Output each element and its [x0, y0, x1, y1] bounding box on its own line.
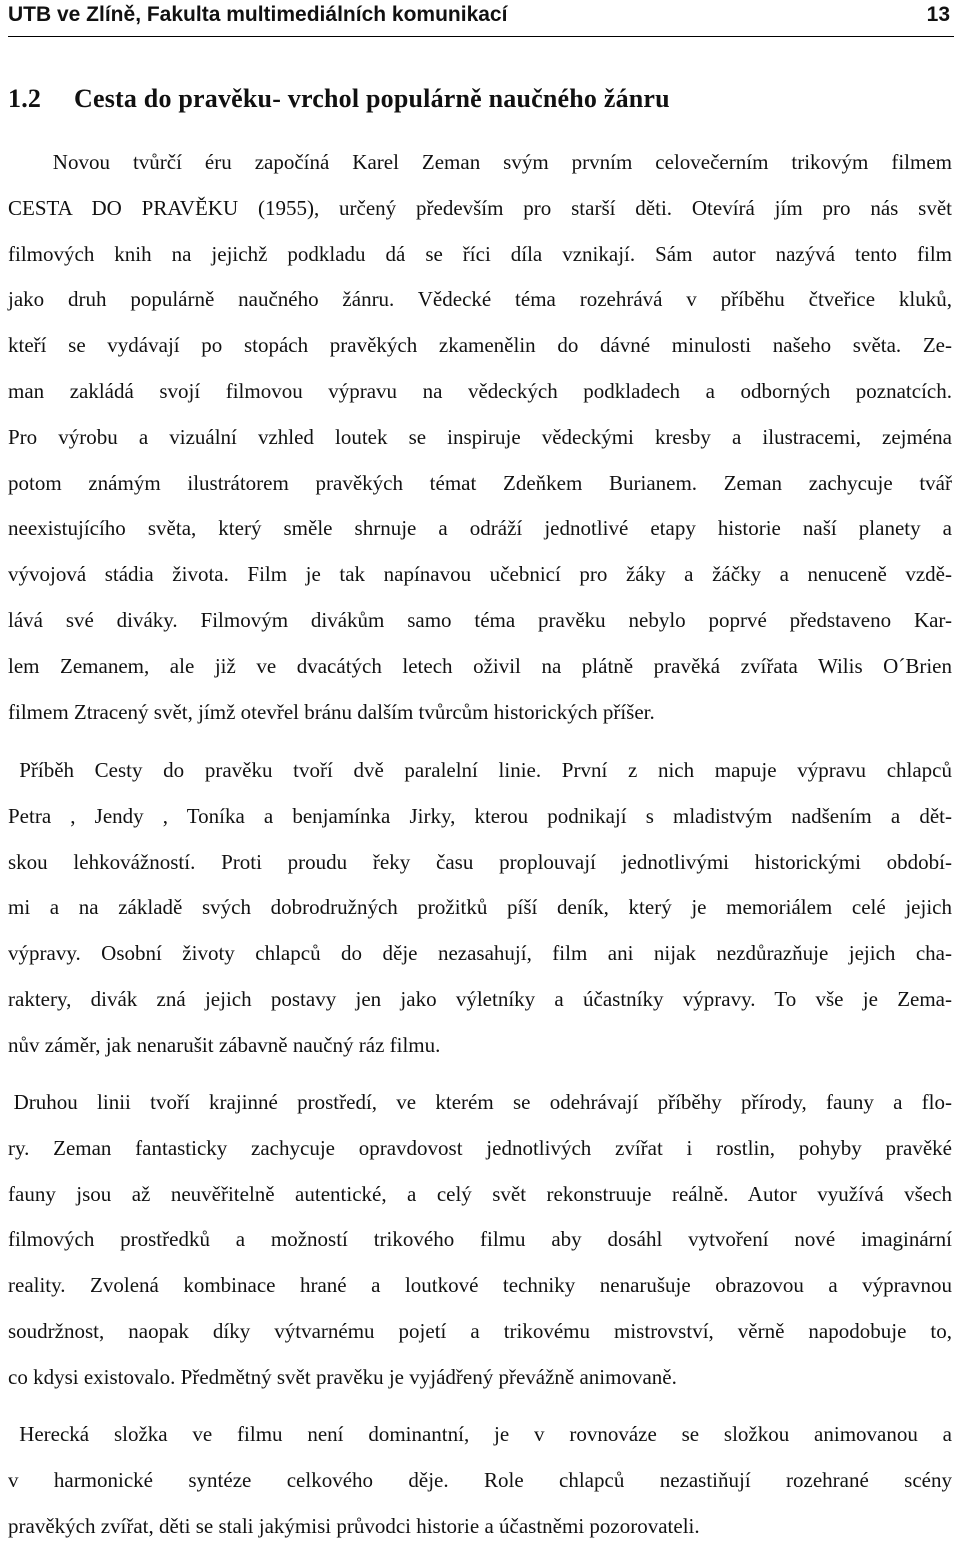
paragraph-line: lem Zemanem, ale již ve dvacátých letech oživil na plátně pravěká zvířata Wilis O´Brien: [8, 653, 952, 678]
section-title: Cesta do pravěku- vrchol populárně naučného žánru: [74, 84, 670, 113]
section-heading: [8, 84, 954, 114]
paragraph-4: [8, 1412, 952, 1549]
paragraph-1: [8, 140, 952, 735]
paragraph-3: [8, 1080, 952, 1401]
paragraph-line: Pro výrobu a vizuální vzhled loutek se inspiruje vědeckými kresby a ilustracemi, zejména: [8, 424, 952, 449]
paragraph-line: Petra , Jendy , Toníka a benjamínka Jirky, kterou podnikají s mladistvým nadšením a dět-: [8, 803, 952, 828]
header-title: UTB ve Zlíně, Fakulta multimediálních komunikací: [8, 3, 508, 26]
paragraph-line: soudržnost, naopak díky výtvarnému pojetí a trikovému mistrovství, věrně napodobuje to,: [8, 1318, 952, 1343]
paragraph-line: vývojová stádia života. Film je tak napínavou učebnicí pro žáky a žáčky a nenuceně vzdě-: [8, 562, 952, 587]
paragraph-line: filmových prostředků a možností trikového filmu aby dosáhl vytvoření nové imaginární: [8, 1227, 952, 1252]
paragraph-line: jako druh populárně naučného žánru. Vědecké téma rozehrává v příběhu čtveřice kluků,: [8, 287, 952, 312]
paragraph-line: Příběh Cesty do pravěku tvoří dvě paralelní linie. První z nich mapuje výpravu chlapců: [19, 758, 952, 782]
paragraph-line: potom známým ilustrátorem pravěkých témat Zdeňkem Burianem. Zeman zachycuje tvář: [8, 470, 952, 495]
paragraph-line: filmových knih na jejichž podkladu dá se říci díla vznikají. Sám autor nazývá tento film: [8, 241, 952, 266]
paragraph-line: pravěkých zvířat, děti se stali jakýmisi průvodci historie a účastněmi pozorovateli.: [8, 1513, 700, 1538]
paragraph-line: mi a na základě svých dobrodružných prožitků píší deník, který je memoriálem celé jejich: [8, 895, 952, 920]
page-number: 13: [926, 3, 950, 26]
paragraph-line: v harmonické syntéze celkového děje. Role chlapců nezastiňují rozehrané scény: [8, 1467, 952, 1492]
paragraph-line: kteří se vydávají po stopách pravěkých zkamenělin do dávné minulosti našeho světa. Ze-: [8, 333, 952, 358]
paragraph-line: filmem Ztracený svět, jímž otevřel bránu dalším tvůrcům historických příšer.: [8, 699, 655, 724]
paragraph-line: co kdysi existovalo. Předmětný svět pravěku je vyjádřený převážně animovaně.: [8, 1364, 677, 1389]
paragraph-2: [8, 748, 952, 1069]
paragraph-line: skou lehkovážností. Proti proudu řeky času proplouvají jednotlivými historickými období-: [8, 849, 952, 874]
paragraph-line: raktery, divák zná jejich postavy jen jako výletníky a účastníky výpravy. To vše je Zema-: [8, 986, 952, 1011]
paragraph-line: Herecká složka ve filmu není dominantní, je v rovnováze se složkou animovanou a: [19, 1422, 952, 1446]
paragraph-line: výpravy. Osobní životy chlapců do děje nezasahují, film ani nijak nezdůrazňuje jejich cha-: [8, 941, 952, 966]
paragraph-line: reality. Zvolená kombinace hrané a loutkové techniky nenarušuje obrazovou a výpravnou: [8, 1273, 952, 1298]
paragraph-line: ry. Zeman fantasticky zachycuje opravdovost jednotlivých zvířat i rostlin, pohyby pravěké: [8, 1135, 952, 1160]
paragraph-line: fauny jsou až neuvěřitelně autentické, a celý svět rekonstruuje reálně. Autor využívá všech: [8, 1181, 952, 1206]
paragraph-line: CESTA DO PRAVĚKU (1955), určený především pro starší děti. Otevírá jím pro nás svět: [8, 195, 952, 220]
paragraph-line: lává své diváky. Filmovým divákům samo téma pravěku nebylo poprvé představeno Kar-: [8, 607, 952, 632]
paragraph-line: neexistujícího světa, který směle shrnuje a odráží jednotlivé etapy historie naší planety a: [8, 516, 952, 541]
paragraph-line: man zakládá svojí filmovou výpravu na vědeckých podkladech a odborných poznatcích.: [8, 378, 952, 403]
paragraph-line: nův záměr, jak nenarušit zábavně naučný ráz filmu.: [8, 1032, 441, 1057]
paragraph-line: Druhou linii tvoří krajinné prostředí, ve kterém se odehrávají příběhy přírody, fauny a flo-: [13, 1090, 952, 1114]
paragraph-line: Novou tvůrčí éru započíná Karel Zeman svým prvním celovečerním trikovým filmem: [52, 150, 952, 174]
page-header: [8, 0, 954, 37]
section-number: 1.2: [8, 84, 42, 113]
